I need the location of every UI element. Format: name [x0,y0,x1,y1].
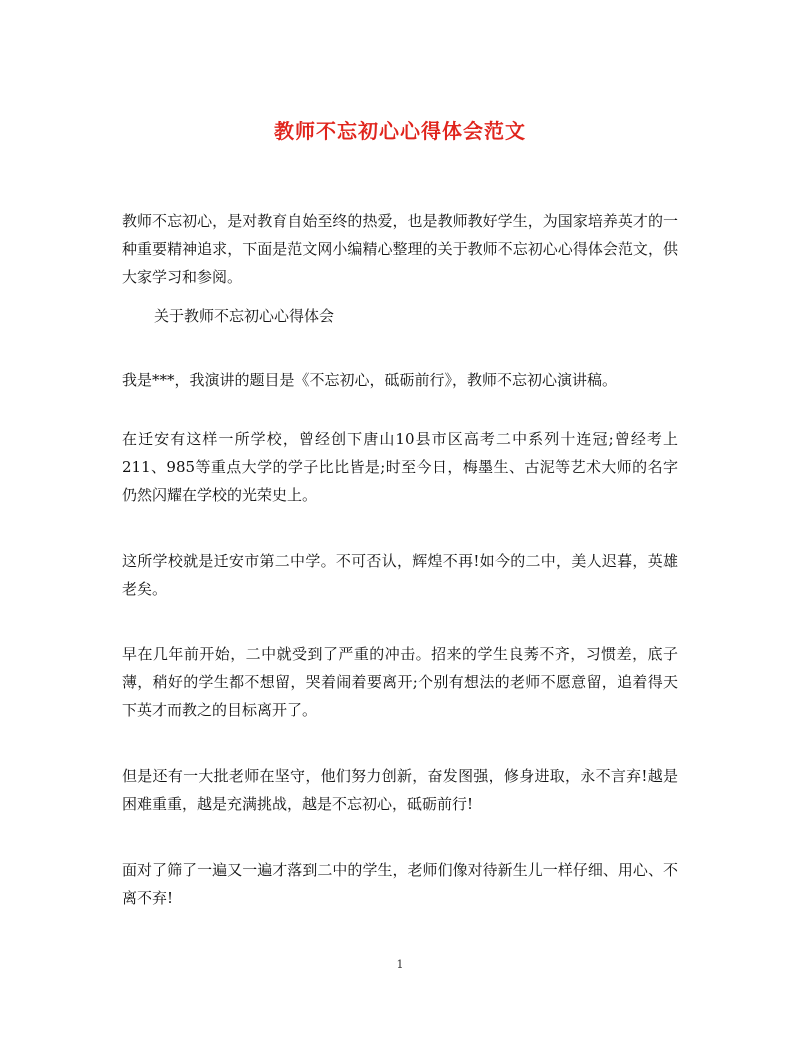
intro-paragraph: 教师不忘初心，是对教育自始至终的热爱，也是教师教好学生，为国家培养英才的一种重要精神追求，下面是范文网小编精心整理的关于教师不忘初心心得体会范文，供大家学习和参阅。 [122,212,678,286]
body-paragraph: 面对了筛了一遍又一遍才落到二中的学生，老师们像对待新生儿一样仔细、用心、不离不弃! [122,861,678,907]
subheading: 关于教师不忘初心心得体会 [154,307,335,325]
body-paragraph: 我是***，我演讲的题目是《不忘初心，砥砺前行》，教师不忘初心演讲稿。 [122,371,618,389]
body-paragraph: 这所学校就是迁安市第二中学。不可否认，辉煌不再!如今的二中，美人迟暮，英雄老矣。 [122,552,678,598]
body-paragraph: 但是还有一大批老师在坚守，他们努力创新，奋发图强，修身进取，永不言弃!越是困难重重，越是充满挑战，越是不忘初心，砥砺前行! [122,767,678,813]
body-paragraph: 早在几年前开始，二中就受到了严重的冲击。招来的学生良莠不齐，习惯差，底子薄，稍好的学生都不想留，哭着闹着要离开;个别有想法的老师不愿意留，追着得天下英才而教之的目标离开了。 [122,645,678,719]
body-paragraph: 在迁安有这样一所学校，曾经创下唐山10县市区高考二中系列十连冠;曾经考上211、985等重点大学的学子比比皆是;时至今日，梅墨生、古泥等艺术大师的名字仍然闪耀在学校的光荣史上。 [122,430,678,504]
document-title: 教师不忘初心心得体会范文 [274,119,526,143]
page-number: 1 [396,958,404,971]
